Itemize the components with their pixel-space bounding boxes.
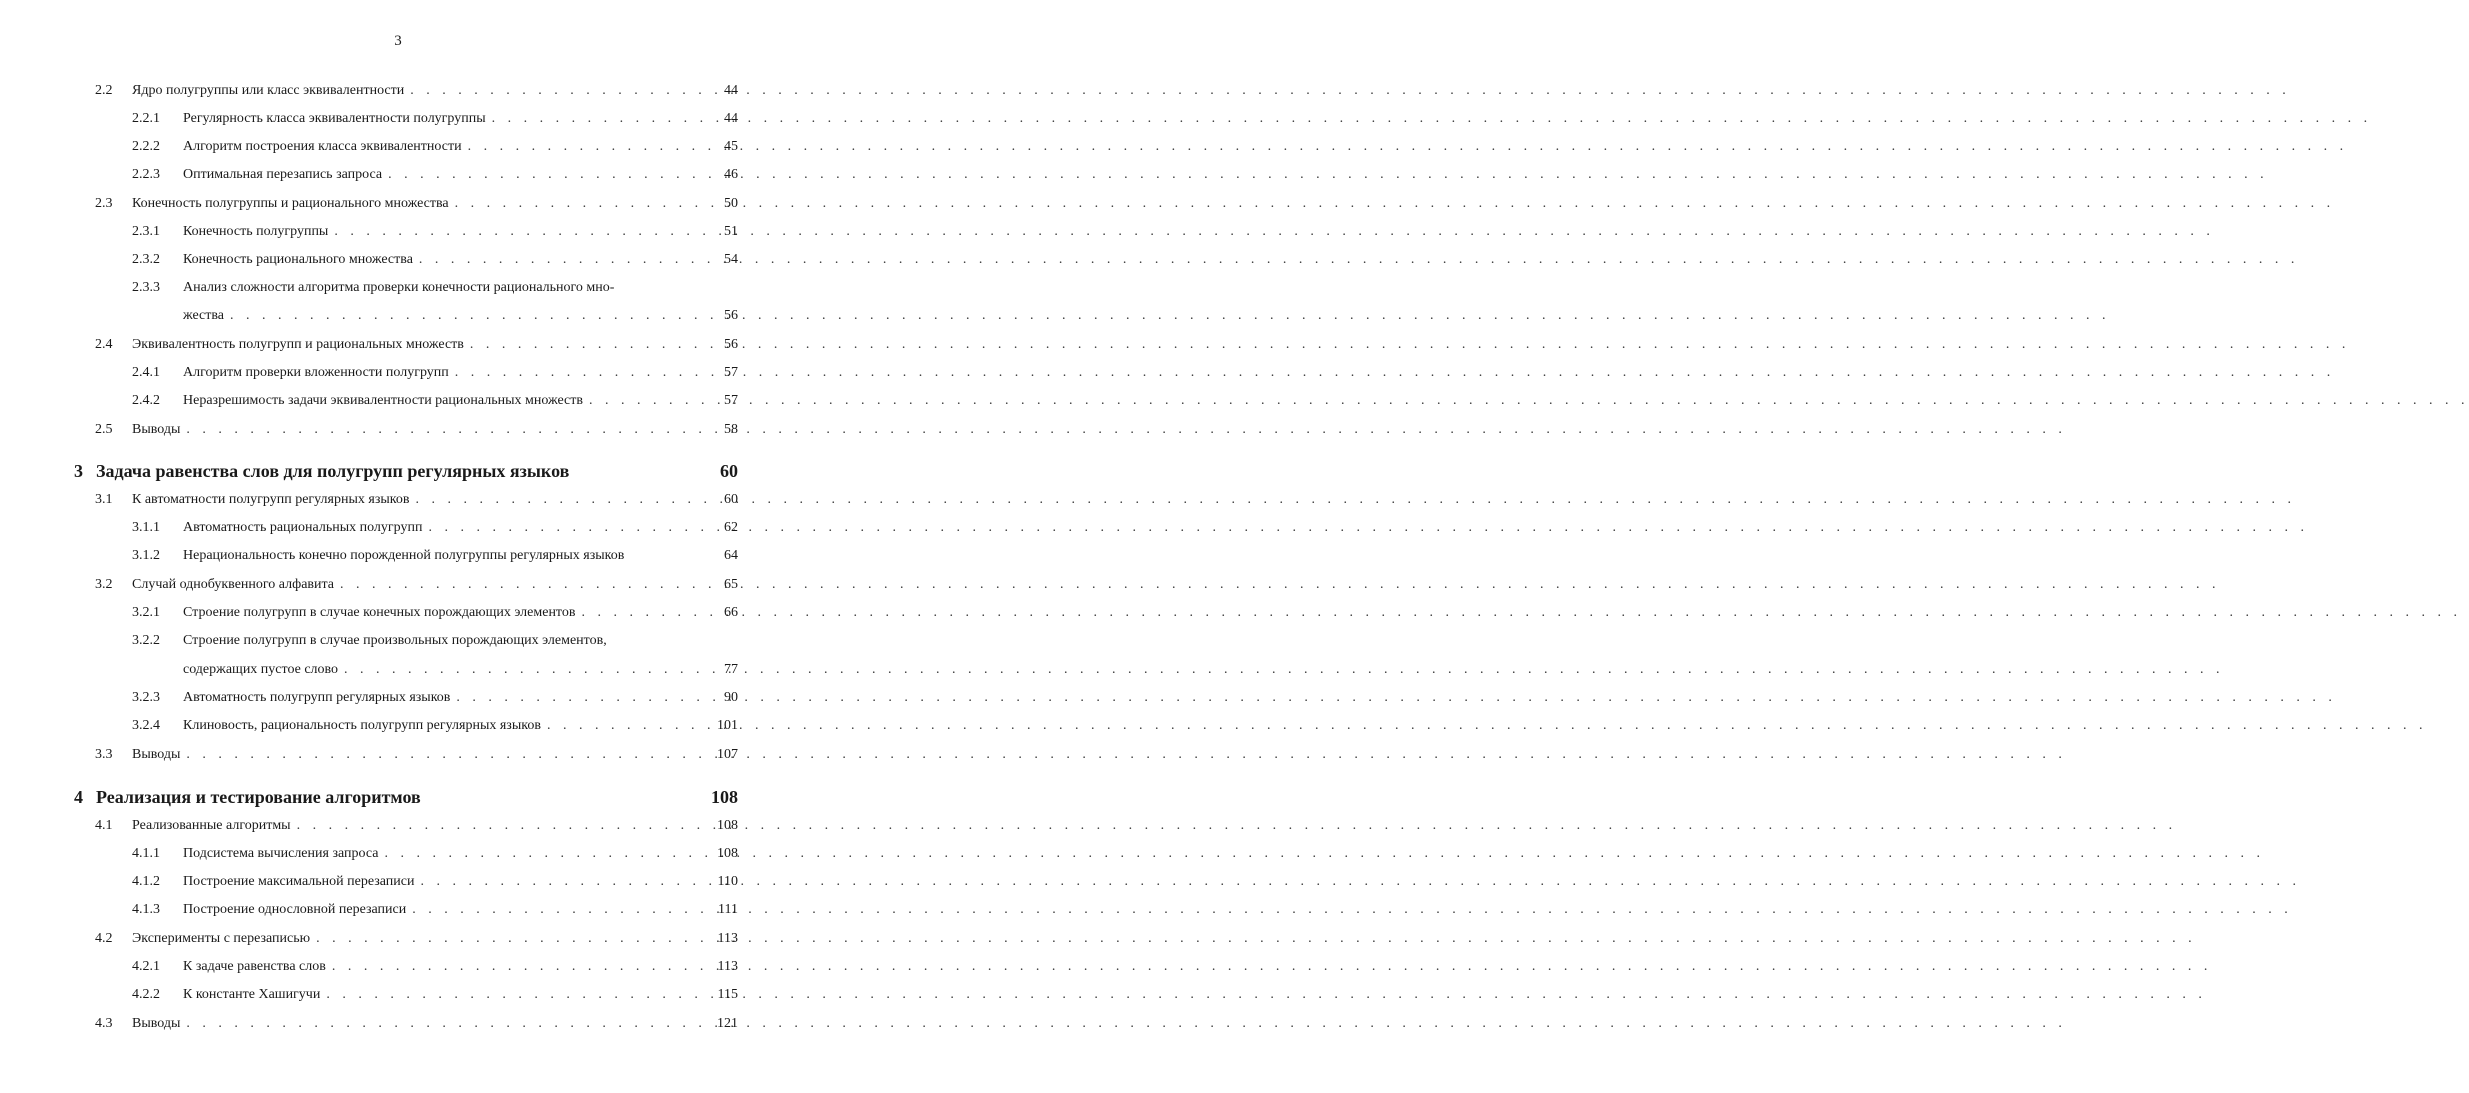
toc-entry-page: 66: [724, 605, 738, 620]
toc-leader-dots: [326, 986, 706, 1004]
toc-entry-page: 62: [724, 520, 738, 535]
toc-entry-page: 77: [724, 662, 738, 677]
toc-entry-title: Неразрешимость задачи эквивалентности рациональных множеств: [183, 393, 583, 408]
toc-leader-dots: [186, 746, 706, 764]
toc-entry-page: 108: [711, 787, 738, 807]
toc-entry-number: 4: [74, 787, 83, 807]
toc-entry-subsection: [132, 138, 738, 156]
toc-entry-subsection: [132, 364, 738, 382]
toc-entry-page: 108: [717, 846, 738, 861]
toc-entry-number: 3.2.4: [132, 718, 160, 733]
toc-entry-page: 107: [717, 747, 738, 762]
toc-entry-subsection: [132, 901, 738, 919]
toc-entry-title: Построение максимальной перезаписи: [183, 874, 415, 889]
toc-entry-number: 4.2.2: [132, 987, 160, 1002]
toc-entry-title: Оптимальная перезапись запроса: [183, 167, 383, 182]
toc-leader-dots: [340, 576, 706, 594]
toc-entry-title: К константе Хашигучи: [183, 987, 321, 1002]
toc-leader-dots: [297, 817, 706, 835]
toc-entry-subsection: [132, 392, 738, 410]
toc-leader-dots: [547, 717, 706, 735]
toc-leader-dots: [230, 307, 706, 325]
toc-leader-dots: [455, 364, 706, 382]
toc-entry-section: [95, 746, 738, 764]
toc-entry-title: Алгоритм построения класса эквивалентности: [183, 139, 462, 154]
table-of-contents: [0, 0, 796, 1093]
toc-entry-number: 2.2: [95, 83, 113, 98]
toc-entry-page: 51: [724, 224, 738, 239]
toc-leader-dots: [186, 421, 706, 439]
toc-entry-page: 57: [724, 365, 738, 380]
toc-entry-number: 2.5: [95, 422, 113, 437]
toc-leader-dots: [456, 689, 706, 707]
toc-entry-chapter: [74, 460, 738, 482]
toc-leader-dots: [384, 845, 706, 863]
toc-leader-dots: [428, 519, 706, 537]
toc-entry-title: Случай однобуквенного алфавита: [132, 577, 335, 592]
toc-leader-dots: [316, 930, 706, 948]
toc-entry-chapter: [74, 786, 738, 808]
toc-entry-title: Выводы: [132, 1016, 181, 1031]
toc-entry-title: Клиновость, рациональность полугрупп регулярных языков: [183, 718, 541, 733]
toc-entry-title: Эквивалентность полугрупп и рациональных множеств: [132, 337, 464, 352]
toc-entry-title: Регулярность класса эквивалентности полугруппы: [183, 111, 486, 126]
toc-entry-subsection: [132, 717, 738, 735]
toc-entry-number: 4.1: [95, 818, 113, 833]
toc-leader-dots: [589, 392, 706, 410]
toc-entry-page: 121: [717, 1016, 738, 1031]
toc-leader-dots: [186, 1015, 706, 1033]
toc-leader-dots: [581, 604, 706, 622]
toc-entry-number: 4.1.3: [132, 902, 160, 917]
toc-leader-dots: [388, 166, 706, 184]
toc-entry-subsection: [132, 519, 738, 537]
toc-entry-section: [95, 576, 738, 594]
toc-entry-page: 56: [724, 337, 738, 352]
toc-leader-dots: [492, 110, 706, 128]
toc-entry-number: 2.4: [95, 337, 113, 352]
toc-entry-number: 3.2.1: [132, 605, 160, 620]
toc-entry-page: 113: [717, 959, 738, 974]
toc-entry-title: Конечность полугруппы: [183, 224, 329, 239]
toc-entry-continuation: [183, 661, 738, 679]
toc-entry-subsection: [132, 279, 738, 297]
toc-entry-page: 110: [717, 874, 738, 889]
toc-entry-number: 2.3.2: [132, 252, 160, 267]
toc-entry-title: К автоматности полугрупп регулярных языков: [132, 492, 410, 507]
toc-leader-dots: [470, 336, 706, 354]
toc-entry-number: 3.1.1: [132, 520, 160, 535]
toc-entry-subsection: [132, 166, 738, 184]
toc-entry-subsection: [132, 873, 738, 891]
toc-entry-number: 4.2.1: [132, 959, 160, 974]
toc-entry-number: 3.1: [95, 492, 113, 507]
toc-entry-subsection: [132, 223, 738, 241]
toc-entry-subsection: [132, 251, 738, 269]
toc-entry-number: 2.2.1: [132, 111, 160, 126]
toc-entry-number: 3.2.2: [132, 633, 160, 648]
toc-entry-continuation: [183, 307, 738, 325]
toc-entry-page: 46: [724, 167, 738, 182]
toc-entry-page: 113: [717, 931, 738, 946]
toc-entry-page: 60: [720, 461, 738, 481]
toc-entry-page: 54: [724, 252, 738, 267]
toc-entry-title-continuation: содержащих пустое слово: [183, 662, 339, 677]
toc-entry-number: 2.3.3: [132, 280, 160, 295]
toc-entry-number: 3.2.3: [132, 690, 160, 705]
toc-entry-number: 3.1.2: [132, 548, 160, 563]
toc-entry-title-continuation: жества: [183, 308, 225, 323]
toc-entry-section: [95, 82, 738, 100]
toc-entry-title: Нерациональность конечно порожденной полугруппы регулярных языков: [183, 548, 625, 563]
toc-entry-page: 60: [724, 492, 738, 507]
toc-entry-page: 101: [717, 718, 738, 733]
toc-entry-subsection: [132, 604, 738, 622]
toc-entry-page: 115: [717, 987, 738, 1002]
toc-entry-page: 111: [718, 902, 738, 917]
toc-leader-dots: [420, 873, 706, 891]
toc-leader-dots: [419, 251, 706, 269]
toc-entry-subsection: [132, 986, 738, 1004]
toc-entry-title: Построение однословной перезаписи: [183, 902, 407, 917]
toc-entry-title: Эксперименты с перезаписью: [132, 931, 311, 946]
toc-entry-section: [95, 1015, 738, 1033]
toc-entry-section: [95, 195, 738, 213]
toc-entry-subsection: [132, 632, 738, 650]
toc-entry-title: Выводы: [132, 747, 181, 762]
toc-entry-page: 50: [724, 196, 738, 211]
toc-entry-title: Анализ сложности алгоритма проверки конечности рационального мно-: [183, 280, 615, 295]
toc-entry-section: [95, 336, 738, 354]
toc-entry-title: Реализация и тестирование алгоритмов: [96, 787, 421, 807]
toc-entry-number: 4.2: [95, 931, 113, 946]
toc-entry-number: 2.2.2: [132, 139, 160, 154]
toc-entry-title: Подсистема вычисления запроса: [183, 846, 379, 861]
toc-entry-number: 2.3: [95, 196, 113, 211]
toc-entry-number: 3.2: [95, 577, 113, 592]
toc-entry-title: Алгоритм проверки вложенности полугрупп: [183, 365, 449, 380]
toc-entry-page: 58: [724, 422, 738, 437]
toc-leader-dots: [415, 491, 706, 509]
toc-entry-page: 57: [724, 393, 738, 408]
toc-entry-title: Выводы: [132, 422, 181, 437]
toc-entry-title: Автоматность рациональных полугрупп: [183, 520, 423, 535]
toc-entry-title: Строение полугрупп в случае конечных порождающих элементов: [183, 605, 576, 620]
toc-leader-dots: [334, 223, 706, 241]
toc-entry-subsection: [132, 958, 738, 976]
toc-entry-page: 44: [724, 111, 738, 126]
toc-leader-dots: [344, 661, 706, 679]
toc-entry-section: [95, 421, 738, 439]
toc-entry-subsection: [132, 689, 738, 707]
toc-entry-number: 4.1.1: [132, 846, 160, 861]
toc-entry-section: [95, 930, 738, 948]
toc-entry-section: [95, 491, 738, 509]
toc-entry-section: [95, 817, 738, 835]
toc-entry-title: Конечность рационального множества: [183, 252, 413, 267]
toc-entry-title: Строение полугрупп в случае произвольных порождающих элементов,: [183, 633, 607, 648]
toc-entry-number: 2.3.1: [132, 224, 160, 239]
toc-entry-number: 4.1.2: [132, 874, 160, 889]
toc-leader-dots: [412, 901, 706, 919]
toc-entry-number: 3.3: [95, 747, 113, 762]
toc-entry-title: К задаче равенства слов: [183, 959, 326, 974]
toc-leader-dots: [455, 195, 706, 213]
toc-leader-dots: [468, 138, 706, 156]
toc-entry-page: 65: [724, 577, 738, 592]
toc-entry-subsection: [132, 845, 738, 863]
toc-entry-page: 56: [724, 308, 738, 323]
toc-entry-page: 108: [717, 818, 738, 833]
page-number: 3: [394, 33, 402, 49]
toc-entry-subsection: [132, 110, 738, 128]
toc-leader-dots: [410, 82, 706, 100]
toc-entry-page: 45: [724, 139, 738, 154]
toc-entry-subsection: [132, 547, 738, 565]
toc-entry-title: Реализованные алгоритмы: [132, 818, 291, 833]
toc-entry-page: 64: [724, 548, 738, 563]
toc-entry-number: 2.4.1: [132, 365, 160, 380]
toc-entry-title: Конечность полугруппы и рационального множества: [132, 196, 449, 211]
toc-entry-page: 44: [724, 83, 738, 98]
toc-entry-title: Ядро полугруппы или класс эквивалентности: [132, 83, 405, 98]
toc-leader-dots: [332, 958, 706, 976]
toc-entry-title: Автоматность полугрупп регулярных языков: [183, 690, 451, 705]
toc-entry-number: 2.2.3: [132, 167, 160, 182]
toc-entry-number: 2.4.2: [132, 393, 160, 408]
toc-entry-page: 90: [724, 690, 738, 705]
toc-entry-title: Задача равенства слов для полугрупп регулярных языков: [96, 461, 570, 481]
toc-entry-number: 4.3: [95, 1016, 113, 1031]
toc-entry-number: 3: [74, 461, 83, 481]
